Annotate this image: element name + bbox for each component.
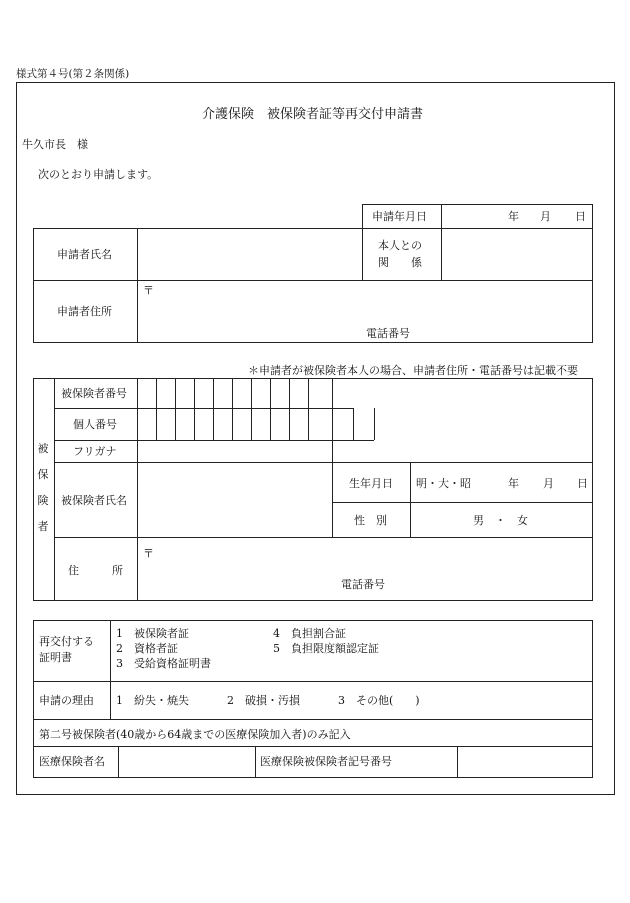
personal-number-input[interactable] bbox=[138, 409, 374, 439]
insurer-name-label: 医療保険者名 bbox=[39, 755, 105, 768]
reason-option-3[interactable]: 3 その他( ) bbox=[338, 694, 420, 707]
date-day-unit: 日 bbox=[575, 210, 586, 223]
reissue-item-2[interactable]: 2 資格者証 bbox=[116, 642, 178, 655]
insured-side-label: 被 保 険 者 bbox=[37, 442, 49, 533]
reissue-item-1[interactable]: 1 被保険者証 bbox=[116, 627, 189, 640]
furigana-label: フリガナ bbox=[73, 445, 117, 458]
insured-number-label: 被保険者番号 bbox=[61, 387, 127, 400]
birth-eras[interactable]: 明・大・昭 bbox=[416, 477, 471, 490]
applicant-postal-mark: 〒 bbox=[143, 284, 154, 297]
applicant-address-input[interactable] bbox=[138, 281, 592, 342]
form-number: 様式第４号(第２条関係) bbox=[16, 68, 130, 80]
sex-options[interactable]: 男 ・ 女 bbox=[473, 514, 528, 527]
birth-day-unit: 日 bbox=[577, 477, 588, 490]
reason-option-1[interactable]: 1 紛失・焼失 bbox=[116, 694, 189, 707]
relation-label-2: 関 係 bbox=[378, 256, 422, 269]
insured-phone-label: 電話番号 bbox=[341, 578, 385, 591]
personal-number-label: 個人番号 bbox=[73, 418, 117, 431]
reason-label: 申請の理由 bbox=[39, 694, 94, 707]
birth-month-unit: 月 bbox=[543, 477, 554, 490]
insurer-number-label: 医療保険被保険者記号番号 bbox=[260, 755, 392, 768]
applicant-phone-label: 電話番号 bbox=[366, 327, 410, 340]
applicant-name-label: 申請者氏名 bbox=[57, 248, 112, 261]
addressee: 牛久市長 様 bbox=[22, 138, 88, 151]
reason-option-2[interactable]: 2 破損・汚損 bbox=[227, 694, 300, 707]
insurer-number-input[interactable] bbox=[458, 747, 592, 777]
insured-name-label: 被保険者氏名 bbox=[61, 494, 127, 507]
reissue-item-4[interactable]: 4 負担割合証 bbox=[273, 627, 346, 640]
form-title: 介護保険 被保険者証等再交付申請書 bbox=[202, 107, 424, 122]
applicant-note: ＊申請者が被保険者本人の場合、申請者住所・電話番号は記載不要 bbox=[248, 364, 578, 377]
reissue-label-2: 証明書 bbox=[39, 651, 72, 664]
insurer-name-input[interactable] bbox=[119, 747, 254, 777]
insured-number-input[interactable] bbox=[138, 379, 332, 407]
application-date-label: 申請年月日 bbox=[372, 210, 427, 223]
insured-name-input[interactable] bbox=[138, 463, 332, 536]
sex-label: 性 別 bbox=[354, 514, 387, 527]
reissue-label-1: 再交付する bbox=[39, 635, 94, 648]
reissue-item-3[interactable]: 3 受給資格証明書 bbox=[116, 657, 211, 670]
date-year-unit: 年 bbox=[508, 210, 519, 223]
applicant-address-label: 申請者住所 bbox=[57, 305, 112, 318]
relation-input[interactable] bbox=[442, 229, 592, 279]
reissue-item-5[interactable]: 5 負担限度額認定証 bbox=[273, 642, 379, 655]
applicant-name-input[interactable] bbox=[138, 229, 361, 279]
intro-text: 次のとおり申請します。 bbox=[38, 168, 159, 181]
relation-label-1: 本人との bbox=[378, 239, 422, 252]
insured-postal-mark: 〒 bbox=[143, 547, 154, 560]
insured-address-label: 住 所 bbox=[68, 564, 123, 577]
furigana-input[interactable] bbox=[138, 441, 332, 461]
birth-year-unit: 年 bbox=[508, 477, 519, 490]
date-month-unit: 月 bbox=[540, 210, 551, 223]
birth-date-label: 生年月日 bbox=[349, 477, 393, 490]
second-insured-note: 第二号被保険者(40歳から64歳までの医療保険加入者)のみ記入 bbox=[39, 728, 351, 741]
